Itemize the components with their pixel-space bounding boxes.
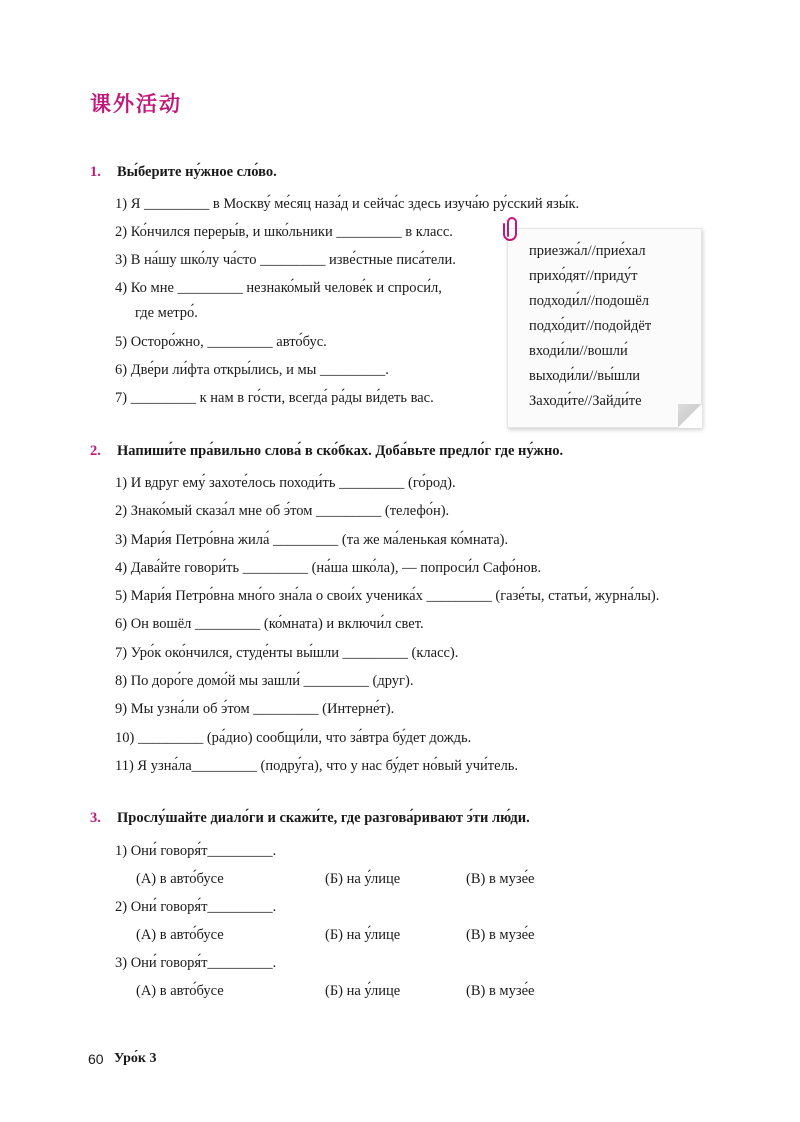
- word-box-item: входи́ли//вошли́: [529, 343, 628, 359]
- task2-item: 7) Уро́к око́нчился, студе́нты вы́шли _________ (класс).: [115, 645, 459, 661]
- task1-item: 6) Две́ри ли́фта откры́лись, и мы _________.: [115, 362, 389, 378]
- task2-item: 11) Я узна́ла_________ (подру́га), что у нас бу́дет но́вый учи́тель.: [115, 758, 519, 774]
- word-box-item: подходи́л//подошёл: [529, 293, 649, 309]
- task1-item: 3) В на́шу шко́лу ча́сто _________ изве́стные писа́тели.: [115, 252, 456, 268]
- answer-option-b: (Б) на у́лице: [325, 871, 401, 887]
- task1-item: 7) _________ к нам в го́сти, всегда́ ра́ды ви́деть вас.: [115, 390, 434, 406]
- answer-option-a: (А) в авто́бусе: [136, 927, 224, 943]
- page-number: 60: [88, 1051, 104, 1067]
- task3-question: 2) Они́ говоря́т_________.: [115, 899, 277, 915]
- answer-option-a: (А) в авто́бусе: [136, 983, 224, 999]
- task3-question: 1) Они́ говоря́т_________.: [115, 843, 277, 859]
- page-curl: [678, 404, 702, 428]
- word-box-item: выходи́ли//вы́шли: [529, 368, 641, 384]
- word-box-item: приезжа́л//прие́хал: [529, 243, 646, 259]
- task2-number: 2.: [90, 443, 101, 459]
- task1-item: 4) Ко мне _________ незнако́мый челове́к и спроси́л,: [115, 280, 442, 296]
- task3-title: Прослу́шайте диало́ги и скажи́те, где разгова́ривают э́ти лю́ди.: [117, 810, 530, 826]
- lesson-label: Уро́к 3: [114, 1051, 157, 1066]
- task2-item: 6) Он вошёл _________ (ко́мната) и включи́л свет.: [115, 616, 424, 632]
- answer-option-c: (В) в музе́е: [466, 927, 535, 943]
- page-title: 课外活动: [90, 92, 182, 116]
- task1-item-continuation: где метро́.: [135, 305, 198, 321]
- word-box: [507, 228, 702, 428]
- word-box-item: Заходи́те//Зайди́те: [529, 393, 642, 409]
- answer-option-b: (Б) на у́лице: [325, 983, 401, 999]
- task1-title: Вы́берите ну́жное сло́во.: [117, 164, 277, 180]
- task2-item: 1) И вдруг ему́ захоте́лось походи́ть _________ (го́род).: [115, 475, 456, 491]
- answer-option-c: (В) в музе́е: [466, 983, 535, 999]
- answer-option-b: (Б) на у́лице: [325, 927, 401, 943]
- paperclip-icon: [502, 216, 522, 247]
- task1-number: 1.: [90, 164, 101, 180]
- task2-item: 10) _________ (ра́дио) сообщи́ли, что за́втра бу́дет дождь.: [115, 730, 472, 746]
- task2-item: 2) Знако́мый сказа́л мне об э́том _________ (телефо́н).: [115, 503, 450, 519]
- answer-option-c: (В) в музе́е: [466, 871, 535, 887]
- task2-item: 9) Мы узна́ли об э́том _________ (Интерне́т).: [115, 701, 395, 717]
- answer-option-a: (А) в авто́бусе: [136, 871, 224, 887]
- task2-item: 5) Мари́я Петро́вна мно́го зна́ла о свои́х ученика́х _________ (газе́ты, статьи́, журна́лы).: [115, 588, 660, 604]
- task2-item: 8) По доро́ге домо́й мы зашли́ _________ (друг).: [115, 673, 414, 689]
- task2-item: 3) Мари́я Петро́вна жила́ _________ (та же ма́ленькая ко́мната).: [115, 532, 509, 548]
- task3-question: 3) Они́ говоря́т_________.: [115, 955, 277, 971]
- task1-item: 1) Я _________ в Москву́ ме́сяц наза́д и сейча́с здесь изуча́ю ру́сский язы́к.: [115, 196, 580, 212]
- word-box-item: подхо́дит//подойдёт: [529, 318, 652, 334]
- task2-title: Напиши́те пра́вильно слова́ в ско́бках. Доба́вьте предло́г где ну́жно.: [117, 443, 564, 459]
- word-box-item: прихо́дят//приду́т: [529, 268, 638, 284]
- task1-item: 2) Ко́нчился переры́в, и шко́льники _________ в класс.: [115, 224, 453, 240]
- task1-item: 5) Осторо́жно, _________ авто́бус.: [115, 334, 327, 350]
- task3-number: 3.: [90, 810, 101, 826]
- task2-item: 4) Дава́йте говори́ть _________ (на́ша шко́ла), — попроси́л Сафо́нов.: [115, 560, 542, 576]
